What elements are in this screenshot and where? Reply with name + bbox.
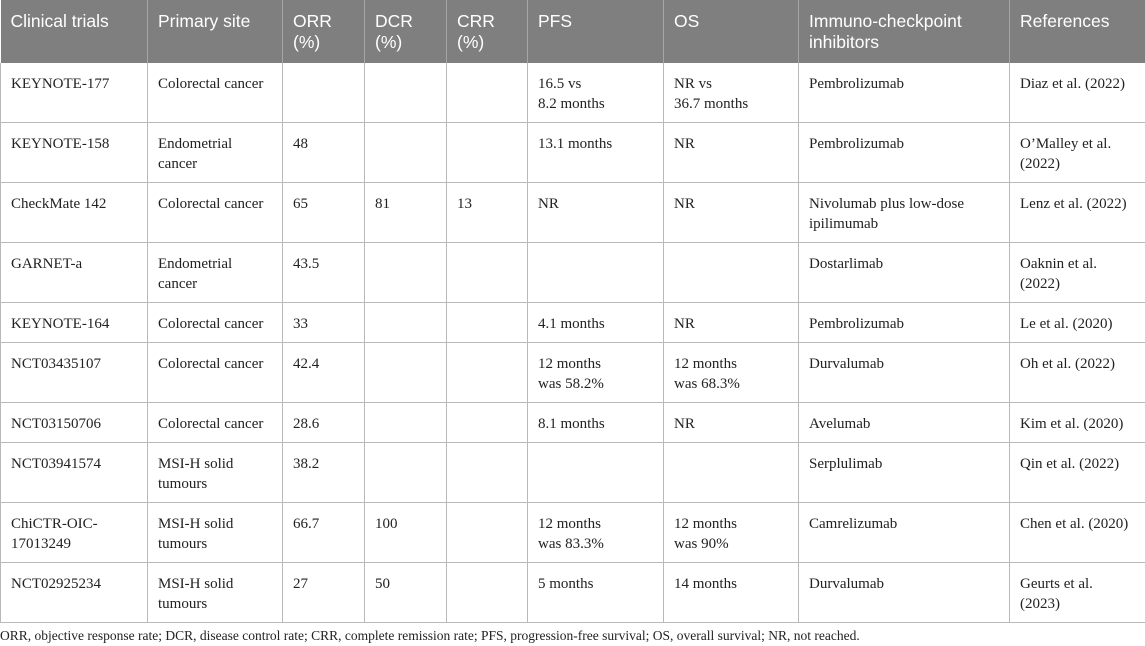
cell-text: Kim et al. (2020) [1020, 416, 1124, 432]
cell-text: Colorectal cancer [158, 356, 264, 372]
cell-text: 12 months was 90% [674, 516, 737, 552]
table-row [1, 183, 1145, 243]
cell-inhibitor [799, 63, 1010, 123]
cell-text: ChiCTR-OIC- 17013249 [11, 516, 98, 552]
cell-inhibitor [799, 563, 1010, 623]
cell-text: KEYNOTE-164 [11, 316, 110, 332]
cell-primary-site [148, 243, 283, 303]
cell-text: KEYNOTE-158 [11, 136, 110, 152]
cell-text: KEYNOTE-177 [11, 76, 110, 92]
cell-text: 28.6 [293, 416, 320, 432]
table-row [1, 123, 1145, 183]
cell-text: Oh et al. (2022) [1020, 356, 1115, 372]
cell-dcr [365, 123, 447, 183]
cell-inhibitor [799, 123, 1010, 183]
cell-text: 12 months was 83.3% [538, 516, 604, 552]
cell-inhibitor [799, 183, 1010, 243]
cell-text: Qin et al. (2022) [1020, 456, 1120, 472]
cell-os [664, 503, 799, 563]
cell-inhibitor [799, 343, 1010, 403]
cell-text: Camrelizumab [809, 516, 898, 532]
cell-text: Lenz et al. (2022) [1020, 196, 1127, 212]
cell-text: NCT03435107 [11, 356, 101, 372]
cell-text: 27 [293, 576, 308, 592]
cell-clinical-trial [1, 343, 148, 403]
cell-primary-site [148, 443, 283, 503]
cell-text: Diaz et al. (2022) [1020, 76, 1125, 92]
cell-pfs [528, 183, 664, 243]
cell-orr [283, 503, 365, 563]
cell-inhibitor [799, 503, 1010, 563]
table-row [1, 443, 1145, 503]
header-references: References [1010, 0, 1145, 63]
cell-dcr [365, 503, 447, 563]
cell-os [664, 403, 799, 443]
cell-text: NCT02925234 [11, 576, 101, 592]
cell-pfs [528, 63, 664, 123]
cell-orr [283, 243, 365, 303]
cell-text: Durvalumab [809, 356, 884, 372]
cell-primary-site [148, 303, 283, 343]
cell-text: Pembrolizumab [809, 316, 904, 332]
cell-text: 13.1 months [538, 136, 613, 152]
cell-text: NCT03941574 [11, 456, 101, 472]
cell-text: NCT03150706 [11, 416, 101, 432]
cell-primary-site [148, 343, 283, 403]
cell-orr [283, 343, 365, 403]
cell-clinical-trial [1, 183, 148, 243]
cell-orr [283, 63, 365, 123]
table-row [1, 303, 1145, 343]
cell-crr [447, 503, 528, 563]
cell-primary-site [148, 123, 283, 183]
cell-pfs [528, 303, 664, 343]
cell-reference [1010, 443, 1145, 503]
cell-text: MSI-H solid tumours [158, 516, 234, 552]
cell-pfs [528, 243, 664, 303]
cell-reference [1010, 63, 1145, 123]
cell-text: Pembrolizumab [809, 76, 904, 92]
cell-text: NR [674, 136, 695, 152]
cell-primary-site [148, 563, 283, 623]
cell-clinical-trial [1, 443, 148, 503]
cell-text: Dostarlimab [809, 256, 884, 272]
cell-os [664, 563, 799, 623]
header-clinical-trials: Clinical trials [1, 0, 148, 63]
cell-crr [447, 403, 528, 443]
cell-text: 81 [375, 196, 390, 212]
header-crr: CRR (%) [447, 0, 528, 63]
cell-pfs [528, 563, 664, 623]
cell-dcr [365, 563, 447, 623]
cell-clinical-trial [1, 123, 148, 183]
table-row [1, 503, 1145, 563]
cell-clinical-trial [1, 503, 148, 563]
cell-orr [283, 443, 365, 503]
header-row [1, 0, 1145, 63]
cell-text: Serplulimab [809, 456, 883, 472]
cell-text: NR [674, 196, 695, 212]
cell-os [664, 243, 799, 303]
cell-text: Nivolumab plus low-dose ipilimumab [809, 196, 964, 232]
table-row [1, 403, 1145, 443]
cell-text: Chen et al. (2020) [1020, 516, 1129, 532]
cell-os [664, 123, 799, 183]
cell-clinical-trial [1, 563, 148, 623]
header-os: OS [664, 0, 799, 63]
cell-text: 12 months was 58.2% [538, 356, 604, 392]
table-header [1, 0, 1145, 63]
cell-reference [1010, 403, 1145, 443]
cell-pfs [528, 443, 664, 503]
cell-reference [1010, 123, 1145, 183]
cell-text: 14 months [674, 576, 737, 592]
cell-orr [283, 303, 365, 343]
cell-dcr [365, 443, 447, 503]
cell-orr [283, 183, 365, 243]
cell-os [664, 443, 799, 503]
cell-text: Colorectal cancer [158, 416, 264, 432]
cell-primary-site [148, 403, 283, 443]
table-row [1, 243, 1145, 303]
cell-pfs [528, 123, 664, 183]
cell-text: 38.2 [293, 456, 320, 472]
cell-text: 66.7 [293, 516, 320, 532]
cell-text: NR [538, 196, 559, 212]
cell-primary-site [148, 503, 283, 563]
cell-crr [447, 563, 528, 623]
cell-text: Endometrial cancer [158, 256, 233, 292]
cell-text: CheckMate 142 [11, 196, 107, 212]
cell-text: Endometrial cancer [158, 136, 233, 172]
header-dcr: DCR (%) [365, 0, 447, 63]
cell-text: Oaknin et al. (2022) [1020, 256, 1098, 292]
table-footnote: ORR, objective response rate; DCR, disease control rate; CRR, complete remission rate; PFS, progression-free survival; OS, overall survival; NR, not reached. [0, 628, 860, 643]
cell-text: Colorectal cancer [158, 316, 264, 332]
cell-text: 65 [293, 196, 308, 212]
cell-text: 100 [375, 516, 398, 532]
cell-crr [447, 443, 528, 503]
table-row [1, 563, 1145, 623]
cell-text: 43.5 [293, 256, 320, 272]
cell-clinical-trial [1, 63, 148, 123]
header-primary-site: Primary site [148, 0, 283, 63]
cell-text: Colorectal cancer [158, 196, 264, 212]
cell-text: 33 [293, 316, 308, 332]
cell-os [664, 63, 799, 123]
header-orr: ORR (%) [283, 0, 365, 63]
cell-inhibitor [799, 303, 1010, 343]
cell-inhibitor [799, 443, 1010, 503]
cell-pfs [528, 343, 664, 403]
cell-text: 8.1 months [538, 416, 605, 432]
cell-clinical-trial [1, 303, 148, 343]
cell-pfs [528, 503, 664, 563]
header-pfs: PFS [528, 0, 664, 63]
cell-dcr [365, 303, 447, 343]
cell-crr [447, 183, 528, 243]
cell-text: 5 months [538, 576, 594, 592]
cell-dcr [365, 403, 447, 443]
cell-text: NR [674, 316, 695, 332]
table-row [1, 63, 1145, 123]
cell-os [664, 343, 799, 403]
cell-pfs [528, 403, 664, 443]
cell-text: 4.1 months [538, 316, 605, 332]
cell-primary-site [148, 63, 283, 123]
cell-text: 12 months was 68.3% [674, 356, 740, 392]
cell-text: MSI-H solid tumours [158, 576, 234, 612]
cell-text: 50 [375, 576, 390, 592]
header-inhibitors: Immuno-checkpoint inhibitors [799, 0, 1010, 63]
table-row [1, 343, 1145, 403]
cell-text: MSI-H solid tumours [158, 456, 234, 492]
cell-text: NR vs 36.7 months [674, 76, 749, 112]
cell-crr [447, 243, 528, 303]
cell-text: NR [674, 416, 695, 432]
cell-crr [447, 123, 528, 183]
cell-text: Pembrolizumab [809, 136, 904, 152]
cell-text: Colorectal cancer [158, 76, 264, 92]
cell-clinical-trial [1, 243, 148, 303]
cell-crr [447, 63, 528, 123]
cell-text: 48 [293, 136, 308, 152]
cell-text: 13 [457, 196, 472, 212]
cell-text: 16.5 vs 8.2 months [538, 76, 605, 112]
cell-clinical-trial [1, 403, 148, 443]
cell-inhibitor [799, 403, 1010, 443]
cell-reference [1010, 243, 1145, 303]
cell-reference [1010, 343, 1145, 403]
cell-dcr [365, 243, 447, 303]
cell-os [664, 303, 799, 343]
cell-text: GARNET-a [11, 256, 83, 272]
cell-text: O’Malley et al. (2022) [1020, 136, 1112, 172]
cell-text: Geurts et al. (2023) [1020, 576, 1093, 612]
cell-dcr [365, 343, 447, 403]
cell-reference [1010, 183, 1145, 243]
cell-os [664, 183, 799, 243]
cell-crr [447, 343, 528, 403]
cell-reference [1010, 503, 1145, 563]
cell-orr [283, 403, 365, 443]
cell-text: Le et al. (2020) [1020, 316, 1113, 332]
cell-dcr [365, 183, 447, 243]
cell-orr [283, 563, 365, 623]
table-body [1, 63, 1145, 623]
cell-text: Durvalumab [809, 576, 884, 592]
cell-inhibitor [799, 243, 1010, 303]
cell-orr [283, 123, 365, 183]
cell-dcr [365, 63, 447, 123]
cell-text: 42.4 [293, 356, 320, 372]
cell-crr [447, 303, 528, 343]
cell-reference [1010, 303, 1145, 343]
cell-reference [1010, 563, 1145, 623]
cell-primary-site [148, 183, 283, 243]
cell-text: Avelumab [809, 416, 871, 432]
